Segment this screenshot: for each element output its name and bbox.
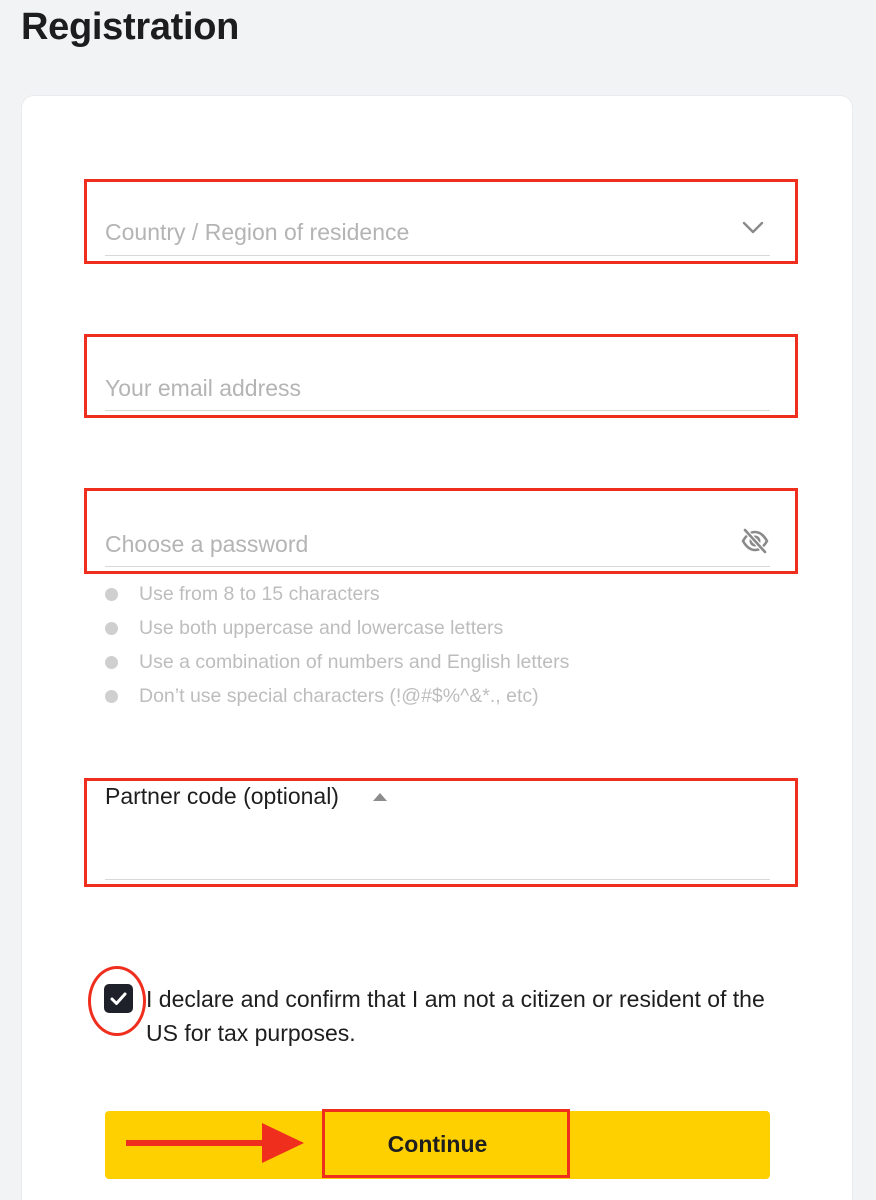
password-rule: [104, 614, 569, 648]
country-placeholder: Country / Region of residence: [105, 219, 410, 245]
password-rule-text: Don’t use special characters (!@#$%^&*., etc): [139, 685, 539, 707]
checkmark-icon: [104, 984, 133, 1013]
password-rule: [104, 682, 569, 716]
password-rule-text: Use from 8 to 15 characters: [139, 583, 380, 605]
bullet-dot: [105, 690, 118, 703]
password-field[interactable]: [105, 514, 770, 567]
partner-code-input[interactable]: [105, 841, 725, 873]
password-rule-text: Use both uppercase and lowercase letters: [139, 617, 504, 639]
partner-code-toggle[interactable]: Partner code (optional): [105, 783, 339, 809]
password-input[interactable]: [105, 528, 725, 560]
bullet-dot: [105, 656, 118, 669]
password-rule-text: Use a combination of numbers and English letters: [139, 651, 570, 673]
bullet-dot: [105, 622, 118, 635]
bullet-dot: [105, 588, 118, 601]
declaration-text: I declare and confirm that I am not a citizen or resident of the US for tax purposes.: [146, 986, 765, 1046]
password-rules: [104, 580, 569, 716]
email-field[interactable]: [105, 358, 770, 411]
email-input[interactable]: [105, 372, 725, 404]
password-rule: [104, 580, 569, 614]
country-select[interactable]: [105, 203, 770, 256]
eye-slash-icon[interactable]: [740, 528, 770, 554]
partner-code-field[interactable]: [105, 832, 770, 880]
declaration-checkbox[interactable]: [104, 984, 133, 1013]
chevron-down-icon[interactable]: [742, 221, 764, 235]
annotation-arrow-icon: [126, 1121, 306, 1167]
annotation-box-continue: [322, 1109, 570, 1178]
page-title: Registration: [21, 6, 240, 48]
continue-button-label: Continue: [387, 1131, 488, 1157]
password-rule: [104, 648, 569, 682]
caret-up-icon[interactable]: [373, 793, 387, 801]
